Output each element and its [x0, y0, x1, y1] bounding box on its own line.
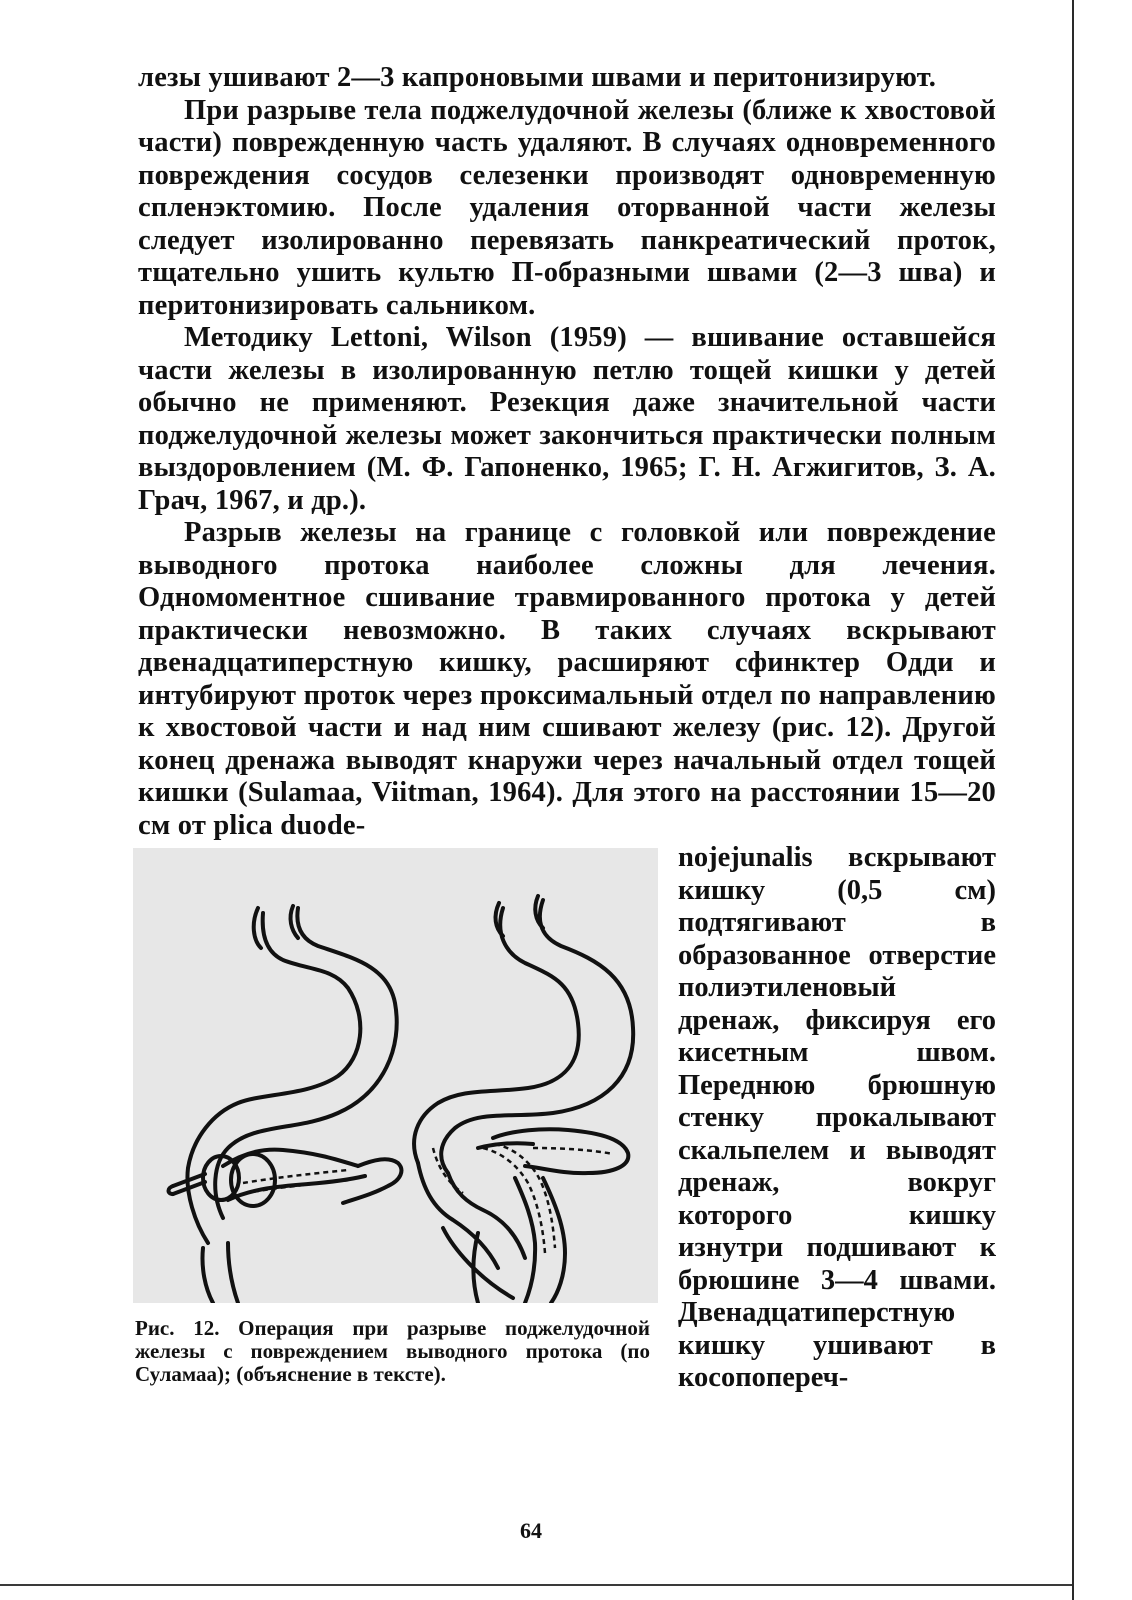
page-number-text: 64	[520, 1518, 542, 1543]
main-text	[138, 62, 996, 842]
page-bottom-rule	[0, 1584, 1072, 1586]
figure-12	[133, 848, 658, 1386]
paragraph-3: Методику Lettoni, Wilson (1959) — вшивание оставшейся части железы в изолированную петлю тощей кишки у детей обычно не применяют. Резекция даже значительной части поджелудочной железы может закончиться практически полным выздоровлением (М. Ф. Гапоненко, 1965; Г. Н. Агжигитов, З. А. Грач, 1967, и др.).	[138, 322, 996, 516]
figure-block	[135, 842, 996, 1482]
paragraph-1: лезы ушивают 2—3 капроновыми швами и перитонизируют.	[138, 62, 937, 93]
side-column-text	[678, 842, 996, 1395]
stomach-drawing	[133, 848, 658, 1303]
page-number	[0, 1518, 1132, 1544]
figure-illustration	[133, 848, 658, 1303]
page-content	[135, 62, 996, 1482]
side-paragraph: nojejunalis вскрывают кишку (0,5 см) подтягивают в образованное отверстие полиэтиленовый дренаж, фиксируя его кисетным швом. Переднюю брюшную стенку прокалывают скальпелем и выводят дренаж, вокруг которого кишку изнутри подшивают к брюшине 3—4 швами. Двенадцатиперстную кишку ушивают в косопопереч-	[678, 842, 996, 1393]
paragraph-2: При разрыве тела поджелудочной железы (ближе к хвостовой части) поврежденную часть удаляют. В случаях одновременного повреждения сосудов селезенки производят одновременную спленэктомию. После удаления оторванной части железы следует изолированно перевязать панкреатический проток, тщательно ушить культю П-образными швами (2—3 шва) и перитонизировать сальником.	[138, 94, 996, 321]
figure-caption: Рис. 12. Операция при разрыве поджелудочной железы с повреждением выводного протока (по Суламаа); (объяснение в тексте).	[135, 1316, 650, 1386]
page-edge-rule	[1072, 0, 1074, 1600]
paragraph-4: Разрыв железы на границе с головкой или повреждение выводного протока наиболее сложны для лечения. Одномоментное сшивание травмированного протока у детей практически невозможно. В таких случаях вскрывают двенадцатиперстную кишку, расширяют сфинктер Одди и интубируют проток через проксимальный отдел по направлению к хвостовой части и над ним сшивают железу (рис. 12). Другой конец дренажа выводят кнаружи через начальный отдел тощей кишки (Sulamaa, Viitman, 1964). Для этого на расстоянии 15—20 см от plica duode-	[138, 517, 996, 841]
